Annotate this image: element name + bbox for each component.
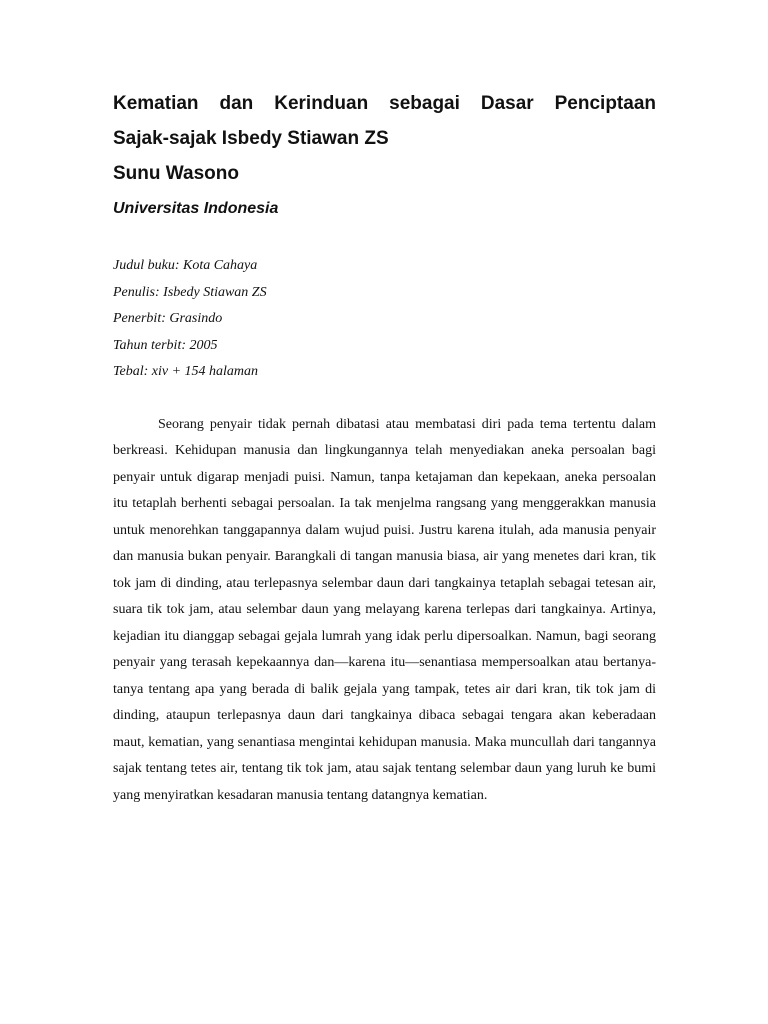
book-info-publisher: Penerbit: Grasindo — [113, 311, 223, 326]
book-info-title: Judul buku: Kota Cahaya — [113, 258, 258, 273]
book-info-author: Penulis: Isbedy Stiawan ZS — [113, 284, 267, 300]
title-line-2: Sajak-sajak Isbedy Stiawan ZS — [113, 128, 389, 149]
author-affiliation: Universitas Indonesia — [113, 200, 279, 217]
document-title — [113, 86, 656, 156]
book-info — [113, 253, 656, 386]
title-line-1: Kematian dan Kerinduan sebagai Dasar Penciptaan — [113, 93, 656, 114]
book-info-year: Tahun terbit: 2005 — [113, 337, 218, 353]
document-page — [113, 86, 656, 823]
body-paragraph: Seorang penyair tidak pernah dibatasi atau membatasi diri pada tema tertentu dalam berkreasi. Kehidupan manusia dan lingkungannya telah menyediakan aneka persoalan bagi penyair untuk digarap menjadi puisi. Namun, tanpa ketajaman dan kepekaan, aneka persoalan itu tetaplah berhenti sebagai persoalan. Ia tak menjelma rangsang yang menggerakkan manusia untuk menorehkan tanggapannya dalam wujud puisi. Justru karena itulah, ada manusia penyair dan manusia bukan penyair. Barangkali di tangan manusia biasa, air yang menetes dari kran, tik tok jam di dinding, atau terlepasnya selembar daun dari tangkainya tetaplah sebagai tetesan air, suara tik tok jam, atau selembar daun yang melayang karena terlepas dari tangkainya. Artinya, kejadian itu dianggap sebagai gejala lumrah yang idak perlu dipersoalkan. Namun, bagi seorang penyair yang terasah kepekaannya dan—karena itu—senantiasa mempersoalkan atau bertanya-tanya tentang apa yang berada di balik gejala yang tampak, tetes air dari kran, tik tok jam di dinding, ataupun terlepasnya daun dari tangkainya dibaca sebagai tengara akan keberadaan maut, kematian, yang senantiasa mengintai kehidupan manusia. Maka muncullah dari tangannya sajak tentang tetes air, tentang tik tok jam, atau sajak tentang selembar daun yang luruh ke bumi yang menyiratkan kesadaran manusia tentang datangnya kematian. — [113, 416, 656, 803]
book-info-pages: Tebal: xiv + 154 halaman — [113, 364, 259, 379]
author-name: Sunu Wasono — [113, 163, 239, 184]
